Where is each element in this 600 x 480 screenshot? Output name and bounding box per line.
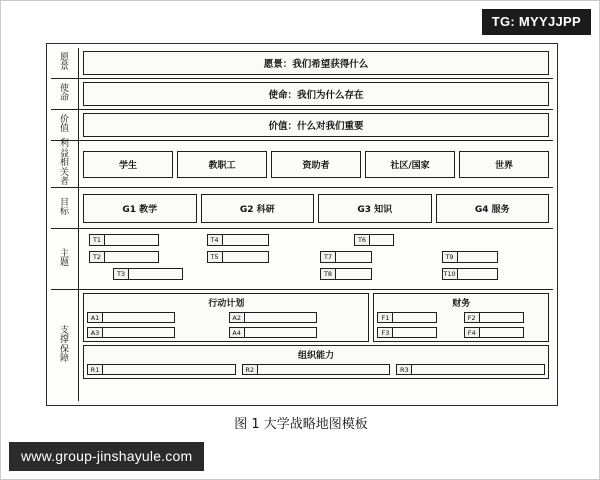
row-support — [51, 290, 553, 401]
theme-code-label: T2 — [90, 252, 105, 262]
action-plan-panel — [83, 293, 369, 342]
theme-column — [436, 232, 550, 284]
finance-grid — [377, 312, 545, 338]
goal-cell-service: G4 服务 — [436, 194, 550, 223]
finance-box-f4 — [464, 327, 524, 338]
organization-code-label: R3 — [397, 365, 412, 374]
theme-box-t2 — [89, 251, 159, 263]
tg-watermark-badge: TG: MYYJJPP — [482, 9, 591, 35]
theme-box-t6 — [354, 234, 394, 246]
finance-column — [377, 312, 458, 338]
organization-code-label: R1 — [88, 365, 103, 374]
action-plan-title: 行动计划 — [208, 299, 245, 309]
action-box-a4 — [229, 327, 317, 338]
row-themes — [51, 229, 553, 290]
theme-code-label: T1 — [90, 235, 105, 245]
action-plan-grid — [87, 312, 365, 338]
finance-column — [464, 312, 545, 338]
organization-panel — [83, 345, 549, 379]
goal-cell-research: G2 科研 — [201, 194, 315, 223]
theme-box-t9 — [442, 251, 498, 263]
action-column — [87, 312, 224, 338]
row-vision — [51, 48, 553, 79]
action-code-label: A1 — [88, 313, 103, 322]
values-banner: 价值：什么对我们重要 — [83, 113, 549, 137]
theme-box-t10 — [442, 268, 498, 280]
finance-code-label: F4 — [465, 328, 480, 337]
organization-row — [87, 364, 545, 375]
goal-cell-knowledge: G3 知识 — [318, 194, 432, 223]
finance-panel — [373, 293, 549, 342]
theme-code-label: T8 — [321, 269, 336, 279]
stakeholder-cell-students: 学生 — [83, 151, 173, 178]
organization-box-r3 — [396, 364, 545, 375]
finance-title: 财务 — [452, 299, 471, 309]
theme-code-label: T4 — [208, 235, 223, 245]
finance-box-f1 — [377, 312, 437, 323]
action-box-a1 — [87, 312, 175, 323]
strategy-map-figure — [46, 43, 558, 406]
action-column — [229, 312, 366, 338]
finance-code-label: F3 — [378, 328, 393, 337]
row-label-support: 支撑保障 — [51, 290, 79, 401]
row-label-values: 价值 — [51, 110, 79, 140]
organization-box-r2 — [242, 364, 391, 375]
finance-code-label: F2 — [465, 313, 480, 322]
row-label-themes: 主题 — [51, 229, 79, 289]
finance-box-f2 — [464, 312, 524, 323]
row-values — [51, 110, 553, 141]
vision-banner: 愿景：我们希望获得什么 — [83, 51, 549, 75]
url-watermark-badge: www.group-jinshayule.com — [9, 442, 204, 471]
row-label-goals: 目标 — [51, 188, 79, 228]
theme-box-t4 — [207, 234, 269, 246]
theme-box-t5 — [207, 251, 269, 263]
stakeholder-cell-staff: 教职工 — [177, 151, 267, 178]
theme-box-t7 — [320, 251, 372, 263]
theme-box-t3 — [113, 268, 183, 280]
theme-area — [79, 229, 553, 289]
theme-box-t8 — [320, 268, 372, 280]
action-code-label: A2 — [230, 313, 245, 322]
figure-caption: 图 1 大学战略地图模板 — [234, 417, 368, 432]
organization-box-r1 — [87, 364, 236, 375]
action-box-a3 — [87, 327, 175, 338]
stakeholder-cell-community: 社区/国家 — [365, 151, 455, 178]
finance-code-label: F1 — [378, 313, 393, 322]
theme-code-label: T9 — [443, 252, 458, 262]
organization-code-label: R2 — [243, 365, 258, 374]
theme-code-label: T5 — [208, 252, 223, 262]
row-label-stakeholders: 利益相关者 — [51, 141, 79, 187]
goal-cell-teaching: G1 教学 — [83, 194, 197, 223]
mission-banner: 使命：我们为什么存在 — [83, 82, 549, 106]
row-goals — [51, 188, 553, 229]
theme-code-label: T6 — [355, 235, 370, 245]
row-label-vision: 愿景 — [51, 48, 79, 78]
action-code-label: A3 — [88, 328, 103, 337]
theme-box-t1 — [89, 234, 159, 246]
action-code-label: A4 — [230, 328, 245, 337]
stakeholder-cell-funders: 资助者 — [271, 151, 361, 178]
row-mission — [51, 79, 553, 110]
theme-code-label: T3 — [114, 269, 129, 279]
theme-column — [201, 232, 315, 284]
action-box-a2 — [229, 312, 317, 323]
theme-code-label: T7 — [321, 252, 336, 262]
stakeholder-cell-world: 世界 — [459, 151, 549, 178]
theme-column — [83, 232, 197, 284]
theme-code-label: T10 — [443, 270, 456, 278]
finance-box-f3 — [377, 327, 437, 338]
row-stakeholders — [51, 141, 553, 188]
row-label-mission: 使命 — [51, 79, 79, 109]
organization-title: 组织能力 — [297, 351, 334, 361]
theme-column — [318, 232, 432, 284]
